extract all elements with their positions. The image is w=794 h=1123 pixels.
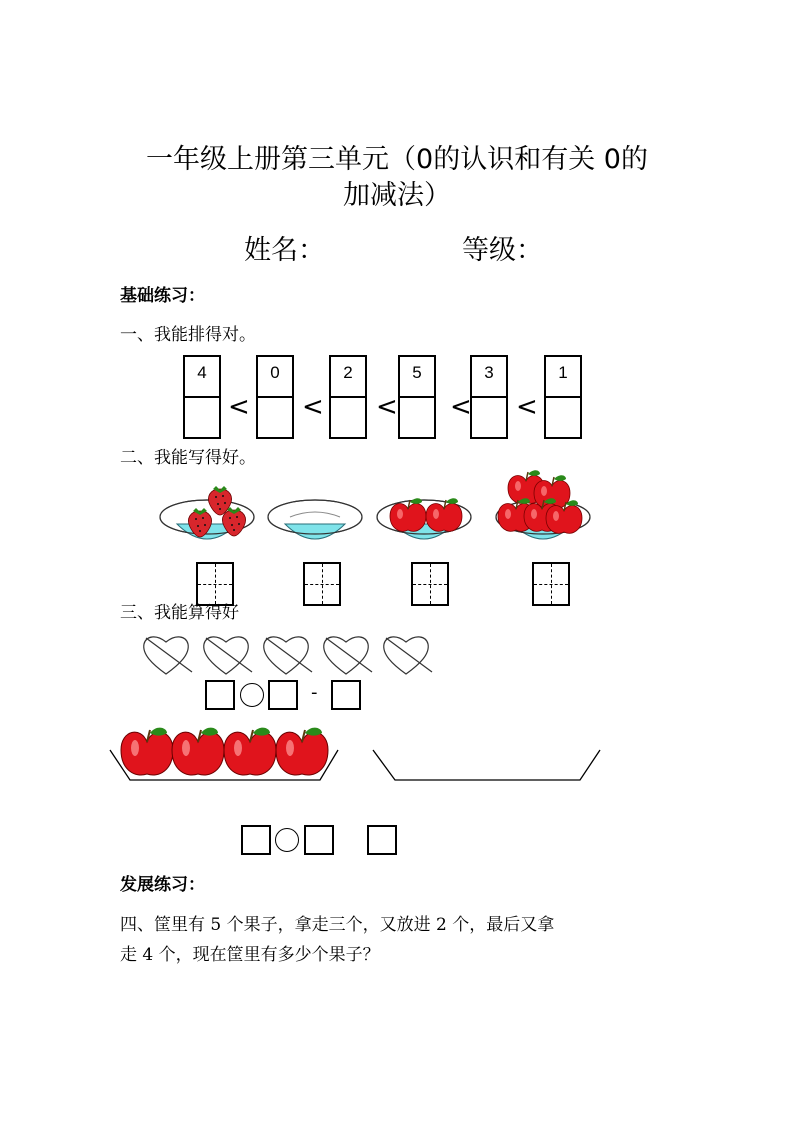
answer-box[interactable] xyxy=(304,825,334,855)
writing-grid-box[interactable] xyxy=(411,562,449,606)
section-dev-heading: 发展练习： xyxy=(120,875,205,895)
q3-label: 三、我能算得好 xyxy=(120,603,239,623)
answer-box[interactable] xyxy=(367,825,397,855)
writing-grid-box[interactable] xyxy=(532,562,570,606)
q1-card-6 xyxy=(544,355,582,439)
q1-card-number: 5 xyxy=(412,363,422,382)
q2-fruit-plates-illustration xyxy=(150,462,610,552)
q2-label: 二、我能写得好。 xyxy=(120,448,256,468)
answer-box[interactable] xyxy=(241,825,271,855)
answer-box[interactable] xyxy=(331,680,361,710)
q1-card-4 xyxy=(398,355,436,439)
less-than-sign: < xyxy=(516,392,538,422)
q1-card-5 xyxy=(470,355,508,439)
q1-label: 一、我能排得对。 xyxy=(120,325,256,345)
writing-grid-box[interactable] xyxy=(303,562,341,606)
less-than-sign: < xyxy=(450,392,472,422)
q4-text-line2: 走 4 个，现在筐里有多少个果子？ xyxy=(120,945,380,965)
answer-box[interactable] xyxy=(205,680,235,710)
q1-card-number: 0 xyxy=(270,363,280,382)
worksheet-title-line2: 加减法） xyxy=(343,180,451,211)
less-than-sign: < xyxy=(376,392,398,422)
q1-card-2 xyxy=(256,355,294,439)
q1-card-number: 4 xyxy=(197,363,207,382)
grade-label: 等级： xyxy=(462,235,543,266)
q4-text-line1: 四、筐里有 5 个果子，拿走三个，又放进 2 个，最后又拿 xyxy=(120,915,555,935)
less-than-sign: < xyxy=(302,392,324,422)
q1-card-number: 1 xyxy=(558,363,568,382)
q1-card-number: 3 xyxy=(484,363,494,382)
operator-circle[interactable] xyxy=(240,683,264,707)
section-basic-heading: 基础练习： xyxy=(120,286,205,306)
operator-circle[interactable] xyxy=(275,828,299,852)
q1-card-number: 2 xyxy=(343,363,353,382)
less-than-sign: < xyxy=(228,392,250,422)
q1-card-1 xyxy=(183,355,221,439)
answer-box[interactable] xyxy=(268,680,298,710)
minus-sign: - xyxy=(311,682,318,703)
apples-baskets-illustration xyxy=(105,712,605,787)
q1-card-3 xyxy=(329,355,367,439)
worksheet-title-line1: 一年级上册第三单元（0的认识和有关 0的 xyxy=(146,144,648,175)
name-label: 姓名： xyxy=(244,235,325,266)
crossed-hearts-illustration xyxy=(140,630,440,680)
